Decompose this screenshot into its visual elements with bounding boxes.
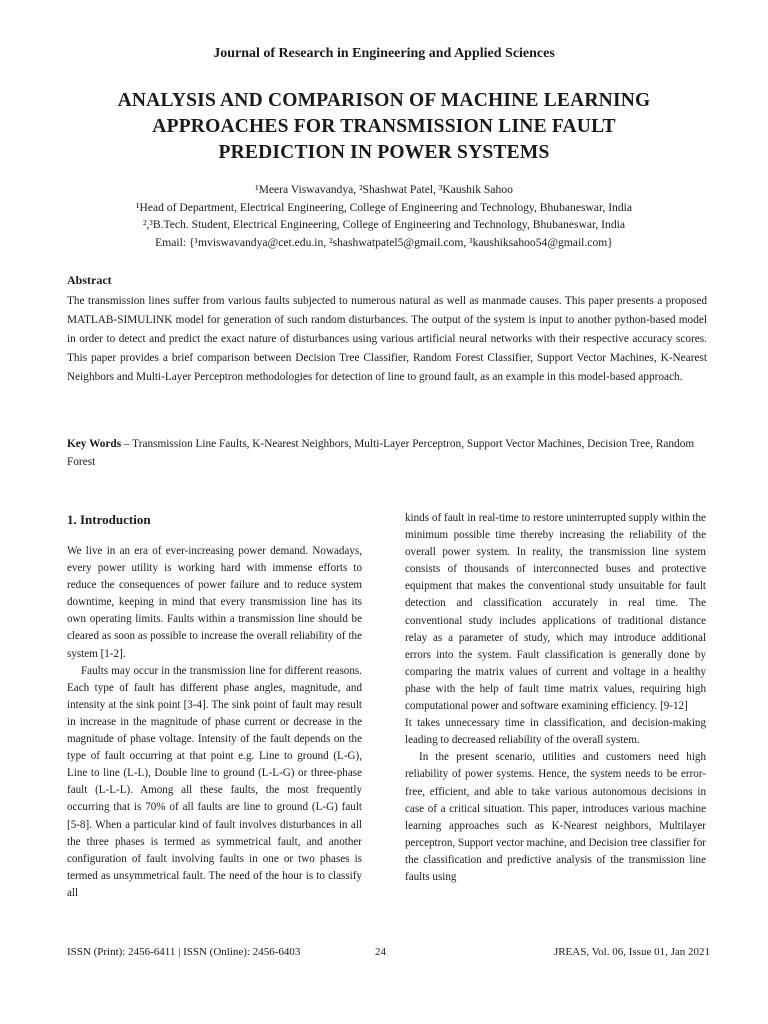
- keywords-text: – Transmission Line Faults, K-Nearest Neighbors, Multi-Layer Perceptron, Support Vector Machines, Decision Tree, Random Forest: [67, 438, 695, 468]
- paragraph: It takes unnecessary time in classification, and decision-making leading to decreased reliability of the overall system.: [405, 717, 706, 747]
- title-line: APPROACHES FOR TRANSMISSION LINE FAULT: [152, 116, 616, 137]
- author-block: [0, 181, 768, 251]
- left-column: [67, 543, 362, 902]
- paragraph: kinds of fault in real-time to restore uninterrupted supply within the minimum possible time thereby increasing the reliability of the overall power system. In reality, the transmission line system consists of thousands of interconnected buses and protective equipment that makes the conventional study unsuitable for fault detection and classification accurately in real time. The conventional study includes applications of traditional distance relay as a parameter of study, which may introduce additional errors into the system. Fault classification is generally done by comparing the matrix values of current and voltage in a healthy phase with the help of fault time matrix values, requiring high computational power and software examining efficiency. [9-12]: [405, 512, 706, 713]
- affiliation-2: ²,³B.Tech. Student, Electrical Engineering, College of Engineering and Technology, Bhubaneswar, India: [143, 218, 625, 231]
- section-heading: 1. Introduction: [67, 512, 151, 527]
- abstract-text: The transmission lines suffer from various faults subjected to numerous natural as well as manmade causes. This paper presents a proposed MATLAB-SIMULINK model for generation of such random disturbances. The output of the system is input to another python-based model in order to detect and predict the exact nature of disturbances using various artificial neural networks with their respective accuracy scores. This paper provides a brief comparison between Decision Tree Classifier, Random Forest Classifier, Support Vector Machines, K-Nearest Neighbors and Multi-Layer Perceptron methodologies for detection of line to ground fault, as an example in this model-based approach.: [67, 295, 707, 384]
- keywords-label: Key Words: [67, 438, 122, 450]
- title-line: ANALYSIS AND COMPARISON OF MACHINE LEARNING: [117, 90, 651, 111]
- abstract-heading: Abstract: [67, 273, 112, 287]
- footer-issn: ISSN (Print): 2456-6411 | ISSN (Online): 2456-6403: [67, 946, 301, 958]
- author-emails: Email: {¹mviswavandya@cet.edu.in, ²shashwatpatel5@gmail.com, ³kaushiksahoo54@gmail.com}: [155, 235, 613, 249]
- title-line: PREDICTION IN POWER SYSTEMS: [218, 142, 550, 163]
- paragraph: We live in an era of ever-increasing power demand. Nowadays, every power utility is working hard with immense efforts to reduce the consequences of power failure and to reduce system downtime, keeping in mind that every transmission line has its own operating limits. Faults within a transmission line should be cleared as soon as possible to increase the overall reliability of the system [1-2].: [67, 545, 362, 660]
- journal-name: Journal of Research in Engineering and Applied Sciences: [213, 46, 555, 61]
- footer-citation: JREAS, Vol. 06, Issue 01, Jan 2021: [553, 946, 710, 958]
- affiliation-1: ¹Head of Department, Electrical Engineering, College of Engineering and Technology, Bhubaneswar, India: [135, 200, 633, 214]
- paragraph: In the present scenario, utilities and customers need high reliability of power systems. Hence, the system needs to be error-free, efficient, and able to take various autonomous decisions in case of a critical situation. This paper, introduces various machine learning approaches such as K-Nearest neighbors, Multilayer perceptron, Support vector machine, and Decision tree classifier for the classification and predictive analysis of the transmission line faults using: [405, 751, 706, 883]
- keywords: [67, 435, 707, 471]
- paragraph: Faults may occur in the transmission line for different reasons. Each type of fault has different phase angles, magnitude, and intensity at the sink point [3-4]. The sink point of fault may result in increase in the magnitude of phase current or decrease in the magnitude of phase voltage. Intensity of the fault depends on the type of fault occurring at that point e.g. Line to ground (L-G), Line to line (L-L), Double line to ground (L-L-G) or three-phase fault (L-L-L). Among all these faults, the most frequently occurring that is 70% of all faults are line to ground (L-G) fault [5-8]. When a particular kind of fault involves disturbances in all the three phases is termed as symmetrical fault, and another configuration of fault involving faults in one or two phases is termed as unsymmetrical fault. The need of the hour is to classify all: [67, 664, 362, 899]
- author-names: ¹Meera Viswavandya, ²Shashwat Patel, ³Kaushik Sahoo: [255, 183, 513, 196]
- page-number: 24: [375, 946, 386, 958]
- right-column: [405, 510, 706, 886]
- paper-title: [40, 88, 728, 166]
